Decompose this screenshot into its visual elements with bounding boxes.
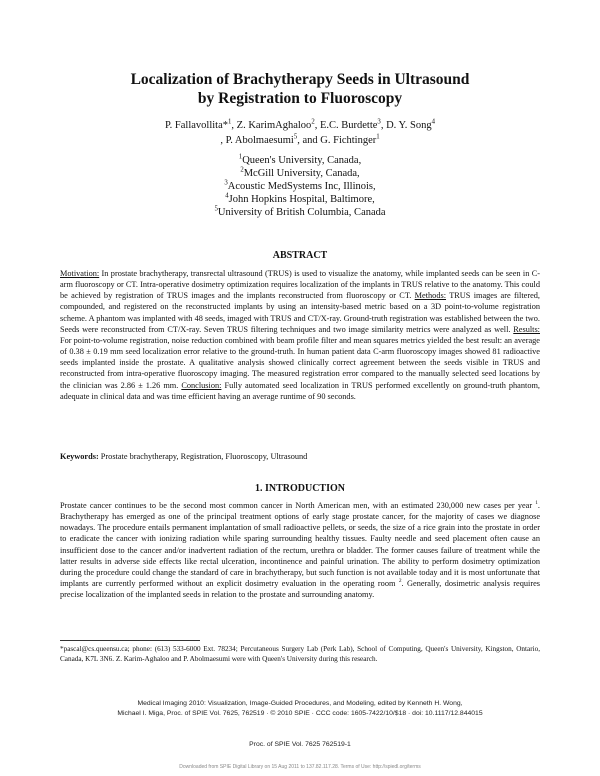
conclusion-text: Fully automated seed localization in TRUS performed excellently on ground-truth phantom, adequate in clinical data and was time efficient having an average runtime of 90 seconds. [60,380,540,401]
intro-text-2: . Brachytherapy has emerged as one of the principal treatment options of early stage prostate cancer, for the majority of cases we diagnose nowadays. The procedure entails permanent implantation of small radioactive pellets, or seeds, the size of a rice grain into the prostate in order to eradicate the cancer with ionizing radiation while sparing surrounding healthy tissues. Faulty needle and seed placement often cause an insufficient dose to the cancer and/or inadvertent radiation of the rectum, urethra or bladder. The former causes failure of treatment while the latter results in adverse side effects like rectal ulceration, incontinence and painful urination. The ability to perform dosimetry optimization during the procedure could change the standard of care in brachytherapy, but such function is not available today and it is most unfortunate that implants are currently performed without an explicit dosimetry evaluation in the operating room [60,501,540,589]
abstract-body [60,268,540,402]
affiliation-item [100,193,500,206]
section-heading-introduction: 1. INTRODUCTION [254,483,345,494]
author-2: , Z. KarimAghaloo [231,120,312,131]
affiliation-number: 4 [225,192,229,200]
keywords-label: Keywords: [60,452,99,461]
citation-1[interactable]: 1 [535,500,538,507]
affiliation-text: John Hopkins Hospital, Baltimore, [228,194,375,205]
affiliation-text: Queen's University, Canada, [242,155,362,166]
author-3: , E.C. Burdette [314,120,378,131]
methods-text: TRUS images are filtered, compounded, and registered on the reconstructed implants by using an intensity-based metric based on a 3D point-to-volume registration scheme. A phantom was implanted with 48 seeds, imaged with TRUS and CT/X-ray. Ground-truth registration was established between the two. Seeds were reconstructed from CT/X-ray. Seven TRUS filtering techniques and two image similarity metrics were analyzed as well. [60,291,540,334]
intro-text-3: . Generally, dosimetric analysis requires precise localization of the implanted seeds in relation to the prostate and surrounding anatomy. [60,579,541,600]
keywords-text: Prostate brachytherapy, Registration, Fluoroscopy, Ultrasound [98,452,308,461]
author-2-affil: 2 [311,118,315,126]
title-line-1: Localization of Brachytherapy Seeds in Ultrasound [130,71,470,88]
keywords [60,452,540,461]
results-text: For point-to-volume registration, noise reduction combined with beam profile filter and mean squares metrics yielded the best result: an average of 0.38 ± 0.19 mm seed localization error relative to the ground-truth. In human patient data C-arm fluoroscopy images showed 81 radioactive seeds implanted inside the prostate. A qualitative analysis showed clinically correct agreement between the seeds visible in TRUS and reconstructed from intra-operative fluoroscopy imaging. The measured registration error compared to the manually selected seed locations by the clinician was 2.86 ± 1.26 mm. [60,335,540,390]
motivation-label: Motivation: [60,269,100,278]
introduction-body [60,500,540,600]
author-4: , D. Y. Song [380,120,432,131]
citation-2[interactable]: 2 [398,578,402,585]
publication-footer [40,699,560,718]
author-5: , P. Abolmaesumi [220,135,294,146]
footer-line-2: Michael I. Miga, Proc. of SPIE Vol. 7625, 762519 · © 2010 SPIE · CCC code: 1605-7422/10/$18 · doi: 10.1117/12.844015 [117,709,483,717]
title-line-2: by Registration to Fluoroscopy [197,90,403,107]
affiliation-text: University of British Columbia, Canada [217,207,386,218]
affiliation-item [100,206,500,219]
author-6-affil: 1 [376,133,380,141]
page-number: Proc. of SPIE Vol. 7625 762519-1 [249,741,351,748]
author-5-affil: 5 [293,133,298,141]
motivation-text: In prostate brachytherapy, transrectal ultrasound (TRUS) is used to visualize the anatomy, while implanted seeds can be seen in C-arm fluoroscopy or CT. Intra-operative dosimetry optimization requires localization of the implants in TRUS relative to the anatomy. This could be achieved by registration of TRUS images and the implants reconstructed from fluoroscopy or CT. [60,269,540,301]
author-1-affil: 1 [228,118,232,126]
author-1: P. Fallavollita* [165,120,228,131]
footnote-divider [60,640,200,641]
corresponding-author-footnote: *pascal@cs.queensu.ca; phone: (613) 533-6000 Ext. 78234; Percutaneous Surgery Lab (Perk Lab), School of Computing, Queen's University, Kingston, Ontario, Canada, K7L 3N6. Z. Karim-Aghaloo and P. Abolmaesumi were with Queen's University during this research. [60,645,540,663]
footer-line-1: Medical Imaging 2010: Visualization, Image-Guided Procedures, and Modeling, edited by Kenneth H. Wong, [137,700,463,707]
author-3-affil: 3 [377,118,381,126]
intro-text-1: Prostate cancer continues to be the second most common cancer in North American men, with an estimated 230,000 new cases per year [60,501,536,510]
affiliation-number: 1 [238,153,243,161]
conclusion-label: Conclusion: [181,380,222,390]
affiliation-number: 5 [214,205,218,213]
affiliation-item [100,180,500,193]
author-4-affil: 4 [431,118,435,126]
affiliation-text: Acoustic MedSystems Inc, Illinois, [227,181,376,192]
paper-title [60,70,540,108]
author-list [60,118,540,148]
affiliation-number: 2 [240,166,244,174]
results-label: Results: [513,324,540,334]
abstract-heading: ABSTRACT [272,250,328,261]
author-6: , and G. Fichtinger [297,135,377,146]
affiliation-item [100,167,500,180]
affiliation-text: McGill University, Canada, [243,168,360,179]
download-notice: Downloaded from SPIE Digital Library on 15 Aug 2011 to 137.82.117.28. Terms of Use: http://spiedl.org/terms [179,764,421,770]
affiliation-item [100,154,500,167]
affiliation-list [100,154,500,219]
affiliation-number: 3 [224,179,228,187]
methods-label: Methods: [414,291,447,301]
